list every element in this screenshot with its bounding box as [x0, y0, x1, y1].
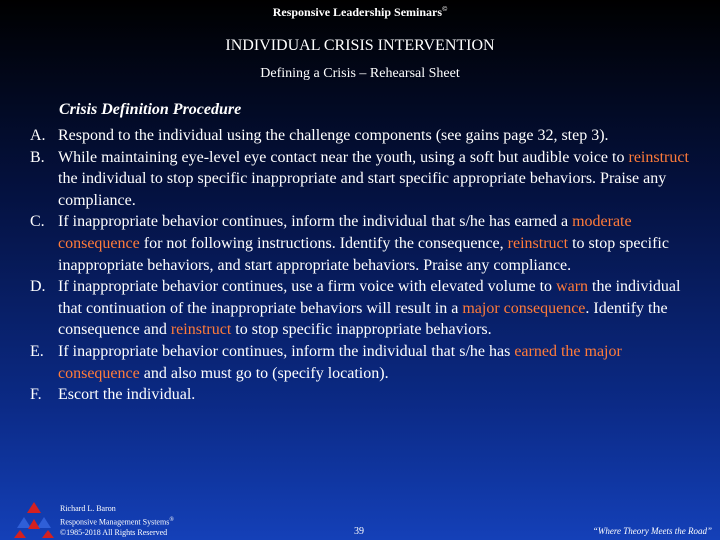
author-name: Richard L. Baron [60, 504, 116, 513]
step-letter: F. [30, 386, 42, 404]
step-text: the individual to stop specific inappropriate and start specific appropriate behaviors. Praise any compliance. [58, 170, 667, 209]
procedure-heading: Crisis Definition Procedure [59, 101, 242, 118]
step-highlight: warn [556, 278, 589, 296]
org-header: Responsive Leadership Seminars© [272, 5, 448, 19]
step-text: the individual that continuation of the inappropriate behaviors will result in a [58, 278, 681, 317]
step-e [30, 341, 690, 384]
step-letter: D. [30, 278, 46, 296]
step-highlight: reinstruct [628, 148, 689, 166]
step-text: to stop specific inappropriate behaviors. [231, 321, 492, 339]
step-text: for not following instructions. Identify the consequence, [139, 234, 508, 252]
step-b [30, 147, 690, 212]
step-letter: E. [30, 342, 44, 360]
step-letter: B. [30, 148, 45, 166]
step-c [30, 211, 690, 276]
copyright: ©1985-2018 All Rights Reserved [60, 527, 168, 537]
step-d [30, 276, 690, 341]
logo-left-triangle [17, 517, 31, 528]
step-letter: A. [30, 127, 46, 144]
step-text: to stop specific inappropriate behaviors, and start appropriate behaviors. Praise any compliance. [58, 234, 669, 274]
page-subtitle: Defining a Crisis – Rehearsal Sheet [260, 66, 460, 81]
step-text: While maintaining eye-level eye contact near the youth, using a soft but audible voice to [58, 148, 629, 166]
step-highlight: major consequence [462, 299, 586, 317]
company-name: Responsive Management Systems® [60, 516, 174, 527]
step-highlight: moderate consequence [58, 213, 632, 252]
step-text: Respond to the individual using the challenge components (see gains page 32, step 3). [58, 127, 609, 144]
page-title: INDIVIDUAL CRISIS INTERVENTION [225, 37, 495, 54]
logo-bottom-right-triangle [42, 530, 54, 538]
step-text: If inappropriate behavior continues, inform the individual that s/he has [58, 342, 515, 360]
step-letter: C. [30, 213, 45, 231]
step-text: and also must go to (specify location). [139, 364, 389, 382]
logo-bottom-left-triangle [14, 530, 26, 538]
step-text: Escort the individual. [58, 386, 196, 404]
step-highlight: reinstruct [507, 234, 569, 252]
step-text: . Identify the consequence and [58, 299, 668, 339]
step-highlight: earned the major consequence [58, 342, 622, 382]
org-header-mark: © [442, 5, 448, 13]
step-f [30, 384, 690, 406]
footer-tagline: “Where Theory Meets the Road” [592, 526, 712, 536]
page-number: 39 [354, 526, 364, 537]
author-credits [60, 504, 174, 538]
company-mark: ® [169, 516, 174, 523]
step-text: If inappropriate behavior continues, use a firm voice with elevated volume to [58, 278, 557, 296]
step-highlight: reinstruct [170, 321, 232, 339]
logo-right-triangle [37, 517, 51, 528]
company-logo-icon [10, 500, 58, 538]
procedure-steps [30, 125, 690, 406]
logo-top-triangle [27, 502, 41, 513]
logo-center-triangle [28, 519, 40, 529]
step-a [30, 125, 690, 147]
step-text: If inappropriate behavior continues, inform the individual that s/he has earned a [58, 213, 573, 231]
